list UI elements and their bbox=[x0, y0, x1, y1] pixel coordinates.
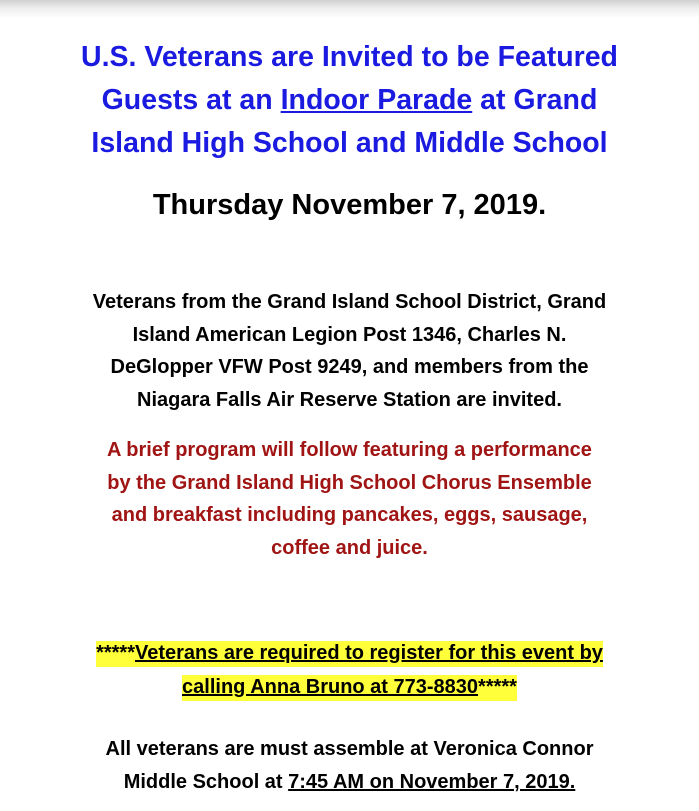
headline-line-3: Island High School and Middle School bbox=[91, 127, 608, 159]
top-edge-shadow bbox=[0, 0, 699, 18]
headline bbox=[0, 36, 699, 165]
invitees-line-1: Veterans from the Grand Island School District, Grand bbox=[92, 291, 607, 313]
event-date: Thursday November 7, 2019. bbox=[152, 189, 547, 221]
registration-line-2 bbox=[0, 670, 699, 704]
program-line-2: by the Grand Island High School Chorus Ensemble bbox=[107, 471, 592, 494]
program-paragraph bbox=[0, 434, 699, 564]
assembly-paragraph bbox=[0, 733, 699, 799]
invitees-line-2: Island American Legion Post 1346, Charles N. bbox=[132, 323, 567, 346]
assembly-line-2-start: Middle School at bbox=[123, 771, 289, 793]
invitees-line-4: Niagara Falls Air Reserve Station are invited. bbox=[137, 388, 562, 411]
assembly-line-1: All veterans are must assemble at Veronica Connor bbox=[105, 738, 594, 760]
invitees-paragraph bbox=[0, 286, 699, 416]
headline-line-2 bbox=[0, 79, 699, 122]
registration-text-1: Veterans are required to register for this event by bbox=[134, 642, 603, 664]
headline-line-2-end: at Grand bbox=[472, 84, 598, 116]
invitees-line-3: DeGlopper VFW Post 9249, and members from the bbox=[110, 356, 589, 378]
assembly-time: 7:45 AM on November 7, 2019. bbox=[288, 771, 576, 793]
registration-notice bbox=[0, 636, 699, 704]
headline-line-1: U.S. Veterans are Invited to be Featured bbox=[81, 41, 618, 73]
registration-text-2: calling Anna Bruno at 773-8830 bbox=[182, 676, 479, 698]
program-line-3: and breakfast including pancakes, eggs, sausage, bbox=[111, 504, 588, 526]
program-line-1: A brief program will follow featuring a performance bbox=[107, 439, 592, 461]
stars-open: ***** bbox=[96, 642, 135, 664]
assembly-line-2 bbox=[0, 766, 699, 799]
headline-line-2-start: Guests at an bbox=[101, 84, 281, 116]
registration-line-1 bbox=[0, 636, 699, 670]
indoor-parade-emphasis: Indoor Parade bbox=[280, 84, 473, 116]
program-line-4: coffee and juice. bbox=[271, 536, 428, 559]
stars-close: ***** bbox=[478, 676, 517, 698]
